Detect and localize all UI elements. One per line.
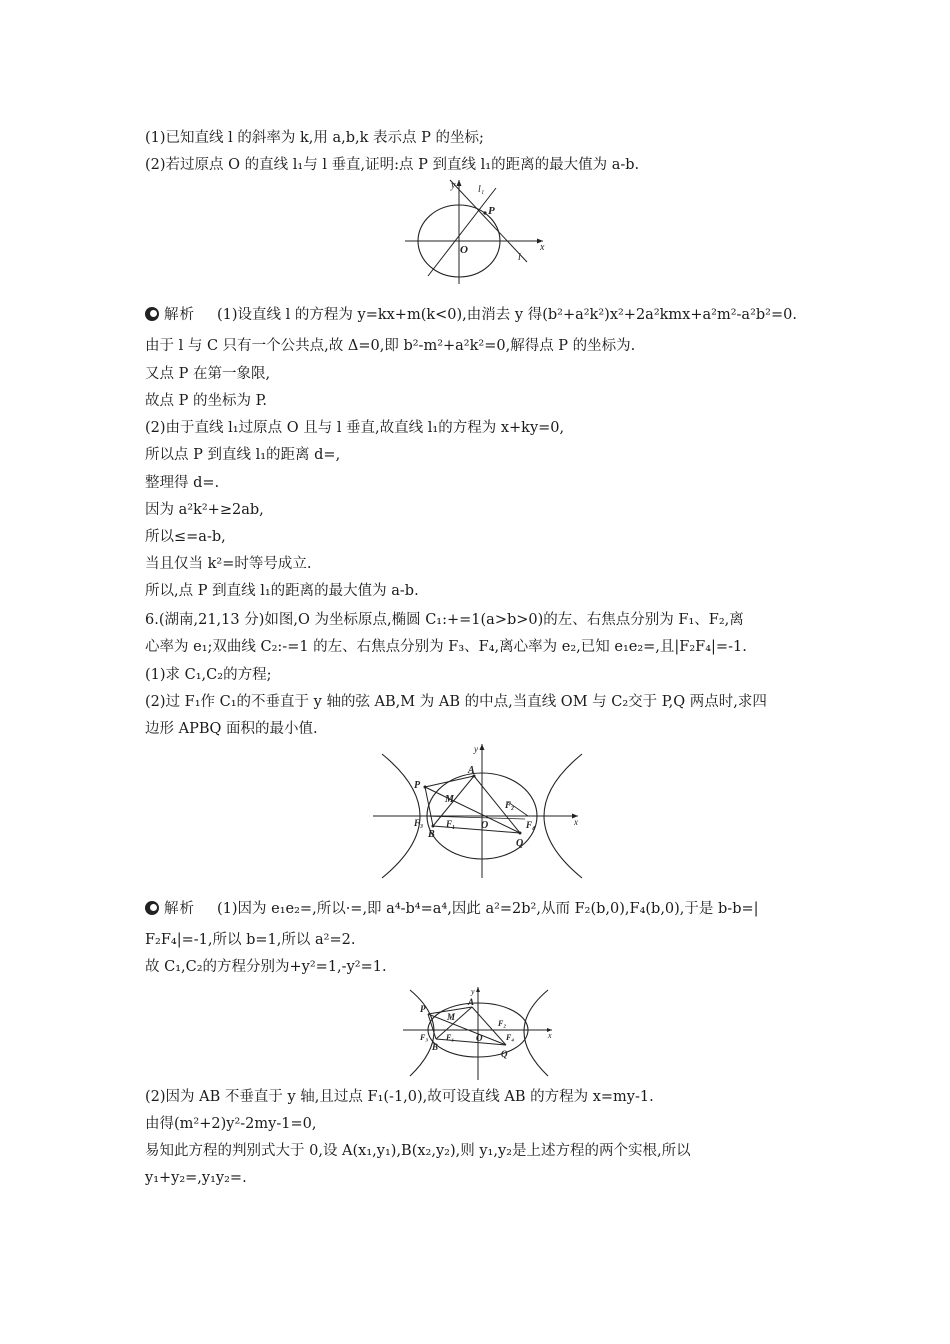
fig2-f3-label: F₃ — [414, 818, 424, 828]
question-part-2: (2)若过原点 O 的直线 l₁与 l 垂直,证明:点 P 到直线 l₁的距离的最大值为 a-b. — [145, 157, 640, 173]
problem-6-line: 心率为 e₁;双曲线 C₂:-=1 的左、右焦点分别为 F₃、F₄,离心率为 e₂,已知 e₁e₂=,且|F₂F₄|=-1. — [145, 639, 747, 655]
fig3-f2-label: F₂ — [498, 1019, 507, 1028]
fig3-point-p-label: P — [420, 1004, 426, 1014]
fig3-origin-label: O — [476, 1033, 483, 1043]
fig3-point-a-label: A — [468, 997, 475, 1007]
solution-2-line: 由得(m²+2)y²-2my-1=0, — [145, 1116, 317, 1132]
solution-badge-icon — [145, 901, 159, 915]
fig3-y-label: y — [471, 987, 475, 996]
ellipse-tangent-figure — [400, 176, 550, 288]
solution-1-line: 又点 P 在第一象限, — [145, 366, 271, 382]
solution-1-line: 故点 P 的坐标为 P. — [145, 393, 268, 409]
solution-1-line: 因为 a²k²+≥2ab, — [145, 502, 264, 518]
solution-1-line: 所以,点 P 到直线 l₁的距离的最大值为 a-b. — [145, 583, 419, 599]
fig3-point-b-label: B — [432, 1042, 439, 1052]
fig2-f2-label: F₂ — [505, 800, 515, 810]
fig3-f3-label: F₃ — [420, 1033, 429, 1042]
fig1-line-l-label: l — [518, 252, 521, 263]
solution-2-line: y₁+y₂=,y₁y₂=. — [145, 1170, 247, 1186]
fig1-line-l1-label: l₁ — [478, 184, 485, 195]
solution-1-line: 整理得 d=. — [145, 475, 220, 491]
fig3-point-m-label: M — [447, 1012, 456, 1022]
ellipse-hyperbola-figure — [370, 740, 585, 880]
fig3-point-q-label: Q — [501, 1049, 508, 1059]
fig2-point-b-label: B — [428, 829, 435, 840]
solution-2-line: 故 C₁,C₂的方程分别为+y²=1,-y²=1. — [145, 959, 387, 975]
fig3-f1-label: F₁ — [446, 1033, 455, 1042]
solution-1-header: 解析 — [164, 307, 195, 323]
fig3-f4-label: F₄ — [506, 1033, 515, 1042]
fig2-f4-label: F₄ — [526, 820, 536, 830]
problem-6-line: 边形 APBQ 面积的最小值. — [145, 721, 318, 737]
solution-2-line: F₂F₄|=-1,所以 b=1,所以 a²=2. — [145, 932, 356, 948]
question-part-1: (1)已知直线 l 的斜率为 k,用 a,b,k 表示点 P 的坐标; — [145, 130, 484, 146]
fig2-point-q-label: Q — [516, 838, 524, 849]
solution-1-line: 当且仅当 k²=时等号成立. — [145, 556, 312, 572]
solution-badge-icon — [145, 307, 159, 321]
solution-1-line: 所以点 P 到直线 l₁的距离 d=, — [145, 447, 341, 463]
fig2-point-p-label: P — [414, 780, 421, 791]
fig2-x-label: x — [574, 817, 578, 827]
fig1-origin-label: O — [460, 244, 468, 256]
solution-2-header: 解析 — [164, 901, 195, 917]
fig1-y-label: y — [451, 180, 456, 191]
fig1-x-label: x — [540, 242, 545, 253]
fig1-point-p-label: P — [488, 205, 495, 217]
problem-6-line: (1)求 C₁,C₂的方程; — [145, 667, 272, 683]
fig2-point-a-label: A — [468, 765, 475, 776]
solution-2-line: 易知此方程的判别式大于 0,设 A(x₁,y₁),B(x₂,y₂),则 y₁,y₂是上述方程的两个实根,所以 — [145, 1143, 691, 1159]
fig2-origin-label: O — [481, 820, 489, 831]
solution-1-line: 所以≤=a-b, — [145, 529, 226, 545]
solution-1-line: (2)由于直线 l₁过原点 O 且与 l 垂直,故直线 l₁的方程为 x+ky=0, — [145, 420, 565, 436]
fig2-f1-label: F₁ — [446, 819, 456, 829]
problem-6-line: (2)过 F₁作 C₁的不垂直于 y 轴的弦 AB,M 为 AB 的中点,当直线 OM 与 C₂交于 P,Q 两点时,求四 — [145, 694, 767, 710]
solution-2-line: (2)因为 AB 不垂直于 y 轴,且过点 F₁(-1,0),故可设直线 AB 的方程为 x=my-1. — [145, 1089, 654, 1105]
problem-6-line: 6.(湖南,21,13 分)如图,O 为坐标原点,椭圆 C₁:+=1(a>b>0)的左、右焦点分别为 F₁、F₂,离 — [145, 612, 744, 628]
solution-1-line-1: 解析 (1)设直线 l 的方程为 y=kx+m(k<0),由消去 y 得(b²+a²k²)x²+2a²kmx+a²m²-a²b²=0. — [145, 305, 797, 325]
fig2-point-m-label: M — [445, 794, 454, 805]
fig2-y-label: y — [474, 744, 478, 754]
small-ellipse-hyperbola-figure — [400, 984, 558, 1082]
solution-2-line-1: 解析 (1)因为 e₁e₂=,所以·=,即 a⁴-b⁴=a⁴,因此 a²=2b²,从而 F₂(b,0),F₄(b,0),于是 b-b=| — [145, 899, 759, 919]
solution-1-line: 由于 l 与 C 只有一个公共点,故 Δ=0,即 b²-m²+a²k²=0,解得点 P 的坐标为. — [145, 338, 636, 354]
fig3-x-label: x — [548, 1031, 552, 1040]
